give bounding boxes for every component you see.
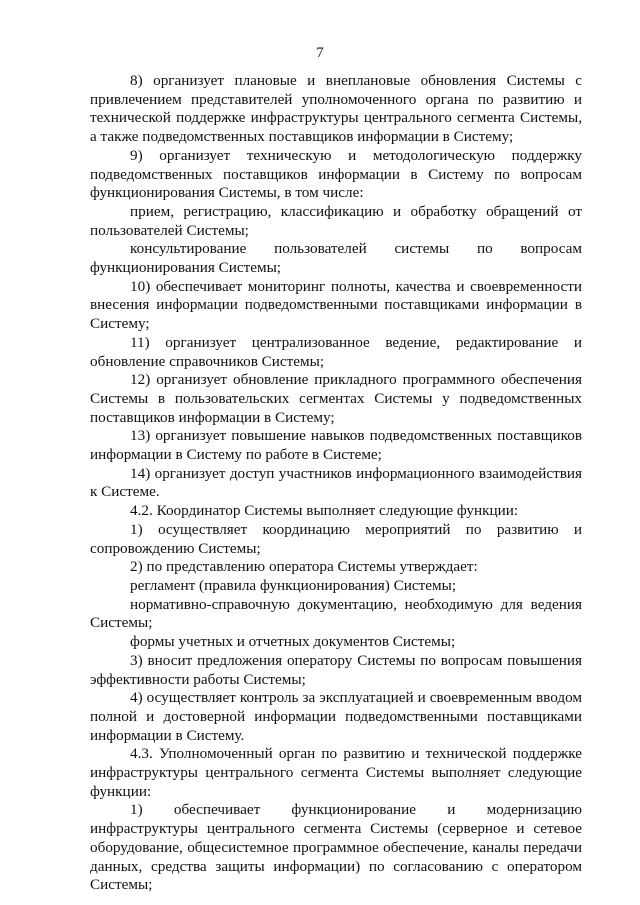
paragraph-subitem-forms: формы учетных и отчетных документов Системы;: [130, 633, 456, 651]
paragraph-item-11: 11) организует централизованное ведение, редактирование и обновление справочников Системы;: [90, 333, 582, 370]
paragraph-item-13: 13) организует повышение навыков подведомственных поставщиков информации в Систему по работе в Системе;: [90, 427, 582, 464]
paragraph-4-2-item-3: 3) вносит предложения оператору Системы по вопросам повышения эффективности работы Системы;: [90, 651, 582, 688]
section-4-2-heading: 4.2. Координатор Системы выполняет следующие функции:: [130, 502, 519, 520]
paragraph-item-10: 10) обеспечивает мониторинг полноты, качества и своевременности внесения информации подведомственными поставщиками информации в Систему;: [90, 277, 582, 333]
page-number: 7: [316, 45, 324, 61]
paragraph-item-12: 12) организует обновление прикладного программного обеспечения Системы в пользовательских сегментах Системы у подведомственных поставщиков информации в Систему;: [90, 371, 582, 426]
paragraph-subitem-regulation: регламент (правила функционирования) Системы;: [130, 576, 457, 594]
paragraph-4-2-item-1: 1) осуществляет координацию мероприятий по развитию и сопровождению Системы;: [90, 520, 582, 557]
section-4-3-heading: 4.3. Уполномоченный орган по развитию и технической поддержке инфраструктуры центрального сегмента Системы выполняет следующие функции:: [90, 745, 582, 800]
document-body: [90, 72, 582, 895]
paragraph-4-2-item-4: 4) осуществляет контроль за эксплуатацией и своевременным вводом полной и достоверной информации подведомственными поставщиками информации в Систему.: [90, 689, 582, 744]
paragraph-subitem-requests: прием, регистрацию, классификацию и обработку обращений от пользователей Системы;: [90, 202, 582, 239]
paragraph-4-3-item-1: 1) обеспечивает функционирование и модернизацию инфраструктуры центрального сегмента Системы (серверное и сетевое оборудование, общесистемное программное обеспечение, каналы передачи данных, средства защиты информации) по согласованию с оператором Системы;: [90, 801, 582, 894]
paragraph-4-2-item-2: 2) по представлению оператора Системы утверждает:: [130, 558, 478, 576]
paragraph-item-9: 9) организует техническую и методологическую поддержку подведомственных поставщиков информации в Систему по вопросам функционирования Системы, в том числе:: [90, 146, 582, 202]
paragraph-subitem-consulting: консультирование пользователей системы по вопросам функционирования Системы;: [90, 240, 582, 277]
paragraph-subitem-reference-docs: нормативно-справочную документацию, необходимую для ведения Системы;: [90, 595, 582, 632]
paragraph-item-14: 14) организует доступ участников информационного взаимодействия к Системе.: [90, 464, 582, 501]
paragraph-item-8: 8) организует плановые и внеплановые обновления Системы с привлечением представителей уполномоченного органа по развитию и технической поддержке инфраструктуры центрального сегмента Системы, а также подведомственных поставщиков информации в Систему;: [90, 72, 582, 146]
